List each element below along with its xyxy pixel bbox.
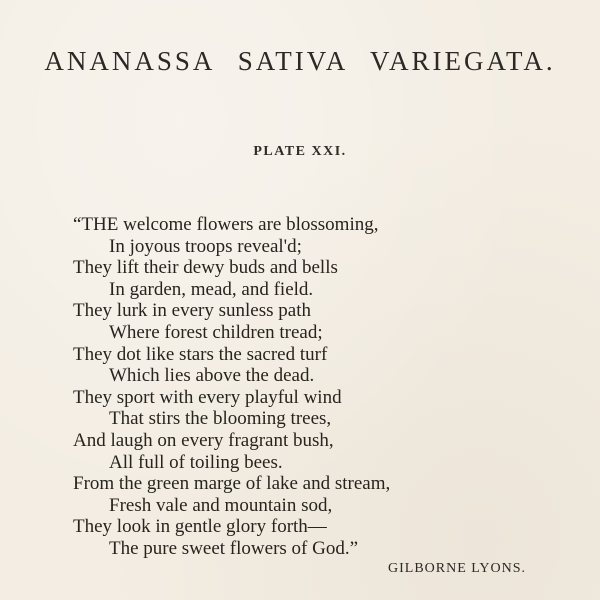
- poem-line: Fresh vale and mountain sod,: [109, 494, 333, 516]
- poem-line: They look in gentle glory forth—: [73, 516, 327, 538]
- page-title: ANANASSA SATIVA VARIEGATA.: [44, 46, 556, 76]
- plate-heading: PLATE XXI.: [253, 144, 347, 159]
- poem-line: The pure sweet flowers of God.”: [109, 537, 359, 559]
- poem-line: From the green marge of lake and stream,: [73, 473, 391, 495]
- poem-line: They lift their dewy buds and bells: [73, 257, 338, 279]
- poem-line: “THE welcome flowers are blossoming,: [73, 214, 379, 235]
- poem-line: And laugh on every fragrant bush,: [73, 429, 334, 451]
- poem-author: GILBORNE LYONS.: [388, 561, 527, 576]
- poem-line: All full of toiling bees.: [109, 451, 283, 473]
- poem-line: Where forest children tread;: [109, 321, 323, 343]
- poem: [73, 214, 553, 560]
- poem-line: In garden, mead, and field.: [109, 278, 314, 300]
- poem-line: Which lies above the dead.: [109, 365, 315, 387]
- poem-line: They sport with every playful wind: [73, 386, 342, 408]
- poem-line: In joyous troops reveal'd;: [109, 235, 302, 257]
- poem-line: They dot like stars the sacred turf: [73, 343, 328, 365]
- poem-line: That stirs the blooming trees,: [109, 408, 332, 430]
- poem-line: They lurk in every sunless path: [73, 300, 311, 322]
